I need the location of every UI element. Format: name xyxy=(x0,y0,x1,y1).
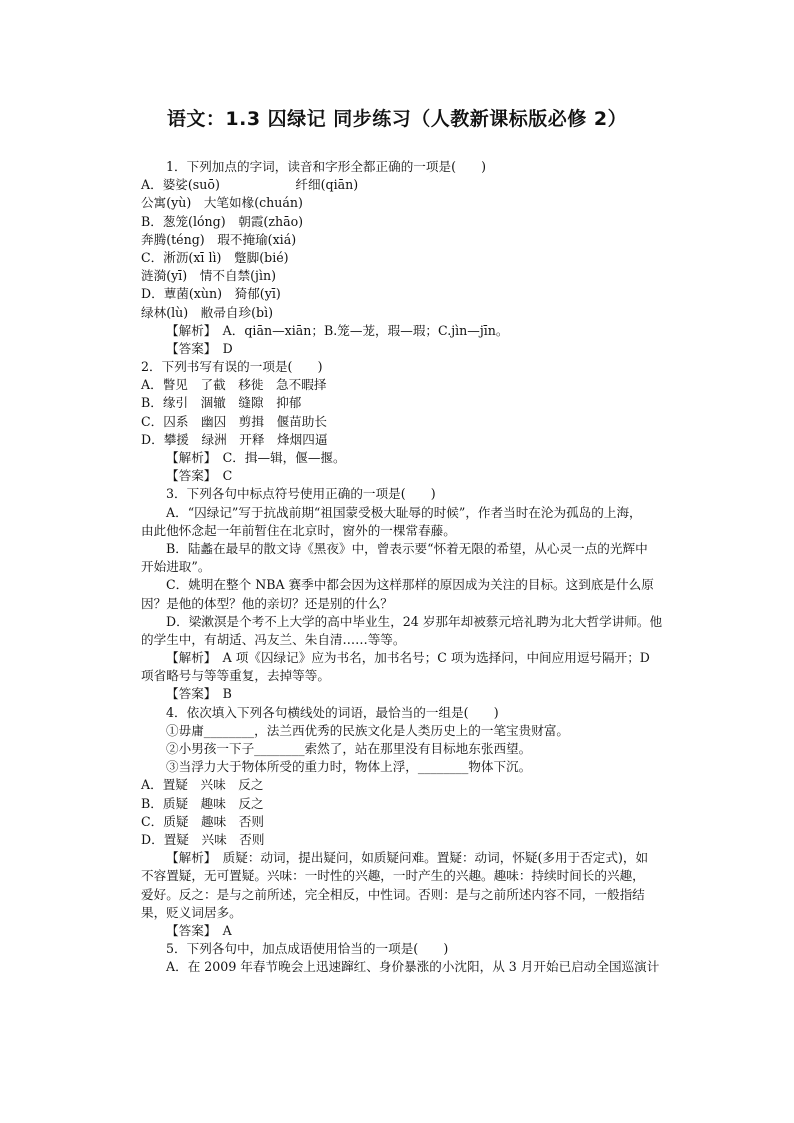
text-line: 【解析】 A．qiān—xiān；B.笼—茏，瑕—瑕；C.jìn—jīn。 xyxy=(166,322,509,338)
text-line: ②小男孩一下子________索然了，站在那里没有目标地东张西望。 xyxy=(166,741,532,756)
text-line: 爱好。反之：是与之前所述，完全相反，中性词。否则：是与之前所述内容不同，一般指结 xyxy=(141,886,645,902)
text-line: A．“囚绿记”写于抗战前期“祖国蒙受极大耻辱的时候”，作者当时在沦为孤岛的上海， xyxy=(166,504,642,520)
text-line: A．婆娑(suō) 纤细(qiān) xyxy=(141,177,359,193)
text-line: 公寓(yù) 大笔如椽(chuán) xyxy=(141,195,303,211)
text-line: 果，贬义词居多。 xyxy=(141,904,242,920)
text-line: 项省略号与等等重复，去掉等等。 xyxy=(141,668,330,684)
text-line: D．置疑 兴味 否则 xyxy=(141,831,265,847)
text-line: C．囚系 幽囚 剪揖 偃苗助长 xyxy=(141,413,327,429)
document-title: 语文：1.3 囚绿记 同步练习（人教新课标版必修 2） xyxy=(166,108,628,130)
document-body xyxy=(141,158,685,976)
text-line: 【解析】 C．揖—辑，偃—揠。 xyxy=(166,450,346,465)
text-line: 涟漪(yī) 情不自禁(jìn) xyxy=(141,268,276,284)
text-line: 的学生中，有胡适、冯友兰、朱自清……等等。 xyxy=(141,631,406,647)
text-line: C．质疑 趣味 否则 xyxy=(141,813,264,829)
text-line: C．淅沥(xī lì) 蹩脚(bié) xyxy=(141,249,289,265)
text-line: D．梁漱溟是个考不上大学的高中毕业生，24 岁那年却被蔡元培礼聘为北大哲学讲师。他 xyxy=(166,613,663,629)
text-line: B．陆蠡在最早的散文诗《黑夜》中，曾表示要“怀着无限的希望，从心灵一点的光辉中 xyxy=(166,540,648,556)
text-line: 由此他怀念起一年前暂住在北京时，窗外的一棵常春藤。 xyxy=(141,522,456,538)
text-line: B．葱笼(lóng) 朝霞(zhāo) xyxy=(141,213,304,229)
text-line: 【解析】 A 项《囚绿记》应为书名，加书名号；C 项为选择问，中间应用逗号隔开；D xyxy=(166,650,650,666)
text-line: 【答案】 D xyxy=(166,340,233,356)
text-line: 因？是他的体型？他的亲切？还是别的什么？ xyxy=(141,595,393,611)
text-line: B．缘引 涸辙 缝隙 抑郁 xyxy=(141,395,302,411)
text-line: 3．下列各句中标点符号使用正确的一项是( ) xyxy=(166,486,436,502)
text-line: 开始进取”。 xyxy=(141,559,211,575)
text-line: 2．下列书写有误的一项是( ) xyxy=(141,359,323,375)
text-line: D．蕈菌(xùn) 猗郁(yī) xyxy=(141,286,281,302)
text-line: C．姚明在整个 NBA 赛季中都会因为这样那样的原因成为关注的目标。这到底是什么原 xyxy=(166,577,654,593)
text-line: ③当浮力大于物体所受的重力时，物体上浮，________物体下沉。 xyxy=(166,759,532,775)
text-line: 5．下列各句中，加点成语使用恰当的一项是( ) xyxy=(166,941,449,957)
text-line: 绿林(lù) 敝帚自珍(bì) xyxy=(141,304,274,320)
text-line: 不容置疑，无可置疑。兴味：一时性的兴趣，一时产生的兴趣。趣味：持续时间长的兴趣， xyxy=(141,868,645,884)
text-line: 4．依次填入下列各句横线处的词语，最恰当的一组是( ) xyxy=(166,704,499,720)
text-line: B．质疑 趣味 反之 xyxy=(141,795,264,811)
text-line: 【解析】 质疑：动词，提出疑问，如质疑问难。置疑：动词，怀疑(多用于否定式)，如 xyxy=(166,850,649,866)
text-line: ①毋庸________，法兰西优秀的民族文化是人类历史上的一笔宝贵财富。 xyxy=(166,722,569,738)
text-line: A．置疑 兴味 反之 xyxy=(141,777,264,793)
text-line: A．瞥见 了截 移徙 急不暇择 xyxy=(141,377,327,393)
text-line: 1．下列加点的字词，读音和字形全都正确的一项是( ) xyxy=(166,159,487,174)
text-line: D．攀援 绿洲 开释 烽烟四逼 xyxy=(141,431,328,447)
text-line: 【答案】 B xyxy=(166,686,232,702)
text-line: 【答案】 A xyxy=(166,922,232,938)
text-line: A．在 2009 年春节晚会上迅速蹿红、身价暴涨的小沈阳，从 3 月开始已启动全国巡演计 xyxy=(166,959,660,975)
text-line: 奔腾(téng) 瑕不掩瑜(xiá) xyxy=(141,231,297,247)
text-line: 【答案】 C xyxy=(166,468,233,484)
